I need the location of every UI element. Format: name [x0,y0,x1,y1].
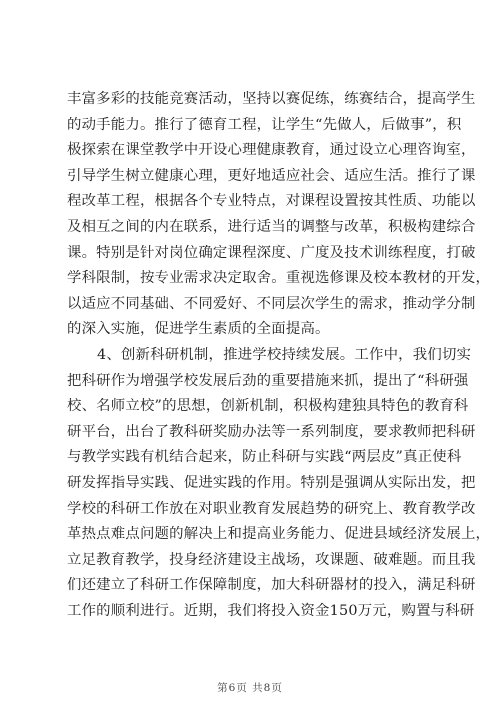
text-line: 工作的顺利进行。近期，我们将投入资金150万元，购置与科研 [67,602,475,619]
text-line: 学校的科研工作放在对职业教育发展趋势的研究上、教育教学改 [67,500,476,517]
text-line: 极探索在课堂教学中开设心理健康教育，通过设立心理咨询室， [67,142,476,159]
text-line: 学科限制，按专业需求决定取舍。重视选修课及校本教材的开发， [67,270,491,287]
text-line: 课。特别是针对岗位确定课程深度、广度及技术训练程度，打破 [67,244,476,261]
text-line: 引导学生树立健康心理，更好地适应社会、适应生活。推行了课 [67,167,476,184]
body-text [67,87,491,624]
text-line: 校、名师立校”的思想，创新机制，积极构建独具特色的教育科 [67,398,469,415]
text-line: 与教学实践有机结合起来，防止科研与实践“两层皮”真正使科 [67,449,462,466]
text-line: 立足教育教学，投身经济建设主战场，攻课题、破难题。而且我 [67,551,476,568]
text-line: 以适应不同基础、不同爱好、不同层次学生的需求，推动学分制 [67,295,476,312]
text-line: 丰富多彩的技能竞赛活动，坚持以赛促练，练赛结合，提高学生 [67,91,476,107]
text-line: 把科研作为增强学校发展后劲的重要措施来抓，提出了“科研强 [67,372,469,389]
text-line: 的深入实施，促进学生素质的全面提高。 [67,321,330,338]
text-line: 们还建立了科研工作保障制度，加大科研器材的投入，满足科研 [67,577,476,594]
text-line: 研发挥指导实践、促进实践的作用。特别是强调从实际出发，把 [67,474,476,491]
text-line: 革热点难点问题的解决上和提高业务能力、促进县域经济发展上， [67,526,491,543]
text-line: 及相互之间的内在联系，进行适当的调整与改革，积极构建综合 [67,218,476,235]
section-heading-line: 4、创新科研机制，推进学校持续发展。工作中，我们切实 [97,346,472,363]
text-line: 的动手能力。推行了德育工程，让学生“先做人，后做事”，积 [67,116,462,133]
text-line: 程改革工程，根据各个专业特点，对课程设置按其性质、功能以 [67,193,476,210]
page-number-footer: 第6页 共8页 [217,682,283,694]
text-line: 研平台，出台了教科研奖励办法等一系列制度，要求教师把科研 [67,423,476,440]
